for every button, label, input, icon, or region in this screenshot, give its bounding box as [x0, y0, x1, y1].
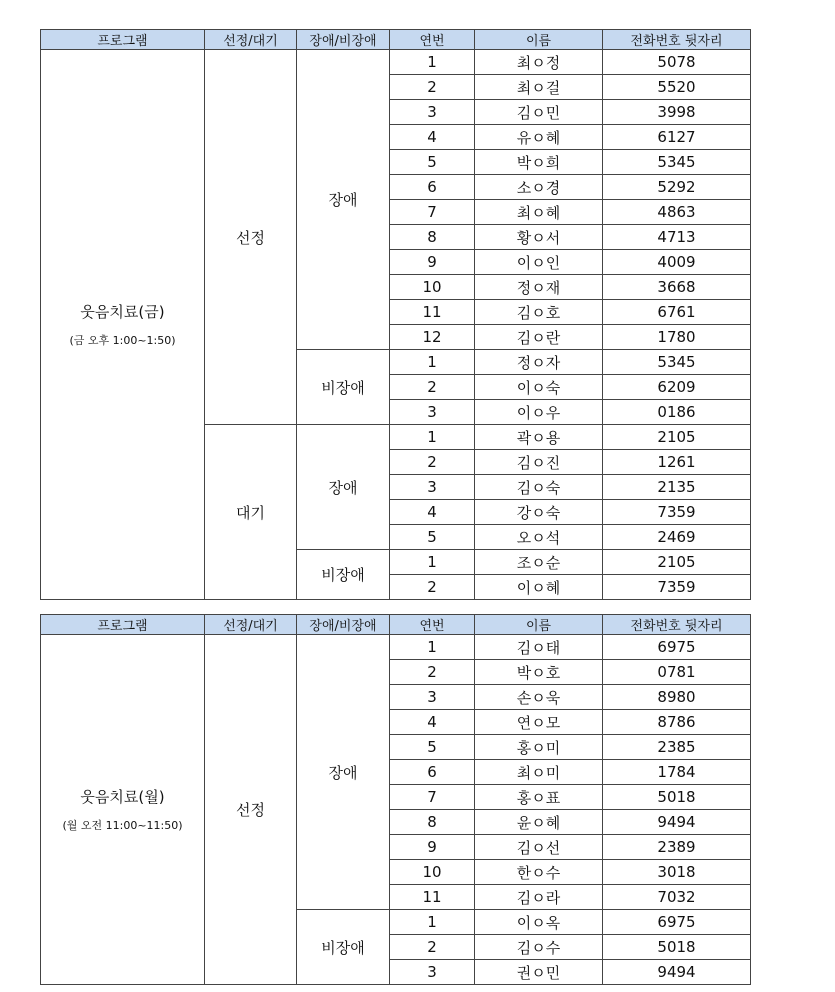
- name-cell: 김ㅇ숙: [475, 475, 603, 500]
- disability-cell: 비장애: [297, 350, 390, 425]
- name-cell: 김ㅇ란: [475, 325, 603, 350]
- number-cell: 10: [390, 275, 475, 300]
- phone-cell: 6127: [603, 125, 751, 150]
- program-time: (월 오전 11:00~11:50): [62, 819, 183, 832]
- table-body: [41, 50, 751, 600]
- phone-cell: 1261: [603, 450, 751, 475]
- phone-cell: 5018: [603, 785, 751, 810]
- name-cell: 최ㅇ미: [475, 760, 603, 785]
- disability-cell: 장애: [297, 635, 390, 910]
- header-name: 이름: [475, 615, 603, 635]
- number-cell: 3: [390, 100, 475, 125]
- number-cell: 1: [390, 425, 475, 450]
- phone-cell: 2105: [603, 550, 751, 575]
- name-cell: 정ㅇ재: [475, 275, 603, 300]
- phone-cell: 0186: [603, 400, 751, 425]
- name-cell: 박ㅇ호: [475, 660, 603, 685]
- phone-cell: 5520: [603, 75, 751, 100]
- number-cell: 9: [390, 250, 475, 275]
- number-cell: 2: [390, 75, 475, 100]
- program-cell: [41, 50, 205, 600]
- number-cell: 2: [390, 575, 475, 600]
- phone-cell: 6209: [603, 375, 751, 400]
- status-cell: 선정: [205, 635, 297, 985]
- name-cell: 정ㅇ자: [475, 350, 603, 375]
- phone-cell: 5345: [603, 150, 751, 175]
- phone-cell: 5078: [603, 50, 751, 75]
- name-cell: 소ㅇ경: [475, 175, 603, 200]
- status-cell: 대기: [205, 425, 297, 600]
- number-cell: 1: [390, 910, 475, 935]
- phone-cell: 7359: [603, 575, 751, 600]
- number-cell: 1: [390, 635, 475, 660]
- number-cell: 2: [390, 450, 475, 475]
- number-cell: 5: [390, 150, 475, 175]
- number-cell: 1: [390, 50, 475, 75]
- name-cell: 홍ㅇ표: [475, 785, 603, 810]
- number-cell: 1: [390, 350, 475, 375]
- name-cell: 이ㅇ우: [475, 400, 603, 425]
- table-header: [41, 30, 751, 50]
- number-cell: 1: [390, 550, 475, 575]
- number-cell: 4: [390, 500, 475, 525]
- phone-cell: 5345: [603, 350, 751, 375]
- number-cell: 2: [390, 935, 475, 960]
- number-cell: 3: [390, 960, 475, 985]
- name-cell: 김ㅇ태: [475, 635, 603, 660]
- name-cell: 조ㅇ순: [475, 550, 603, 575]
- phone-cell: 0781: [603, 660, 751, 685]
- name-cell: 윤ㅇ혜: [475, 810, 603, 835]
- phone-cell: 6761: [603, 300, 751, 325]
- phone-cell: 7032: [603, 885, 751, 910]
- number-cell: 11: [390, 300, 475, 325]
- phone-cell: 1784: [603, 760, 751, 785]
- phone-cell: 8980: [603, 685, 751, 710]
- number-cell: 3: [390, 400, 475, 425]
- number-cell: 7: [390, 200, 475, 225]
- name-cell: 한ㅇ수: [475, 860, 603, 885]
- phone-cell: 8786: [603, 710, 751, 735]
- number-cell: 2: [390, 375, 475, 400]
- number-cell: 8: [390, 810, 475, 835]
- disability-cell: 비장애: [297, 550, 390, 600]
- header-number: 연번: [390, 615, 475, 635]
- name-cell: 유ㅇ혜: [475, 125, 603, 150]
- number-cell: 5: [390, 525, 475, 550]
- name-cell: 연ㅇ모: [475, 710, 603, 735]
- phone-cell: 9494: [603, 960, 751, 985]
- disability-cell: 비장애: [297, 910, 390, 985]
- program-title: 웃음치료(월): [80, 788, 165, 806]
- phone-cell: 3018: [603, 860, 751, 885]
- program-cell: [41, 635, 205, 985]
- name-cell: 김ㅇ진: [475, 450, 603, 475]
- name-cell: 이ㅇ인: [475, 250, 603, 275]
- header-program: 프로그램: [41, 30, 205, 50]
- name-cell: 이ㅇ옥: [475, 910, 603, 935]
- name-cell: 김ㅇ호: [475, 300, 603, 325]
- phone-cell: 4009: [603, 250, 751, 275]
- phone-cell: 6975: [603, 635, 751, 660]
- phone-cell: 7359: [603, 500, 751, 525]
- number-cell: 3: [390, 475, 475, 500]
- schedule-table-monday: [40, 614, 751, 985]
- name-cell: 김ㅇ민: [475, 100, 603, 125]
- table-row: [41, 635, 751, 660]
- name-cell: 최ㅇ혜: [475, 200, 603, 225]
- phone-cell: 2469: [603, 525, 751, 550]
- header-phone: 전화번호 뒷자리: [603, 30, 751, 50]
- phone-cell: 1780: [603, 325, 751, 350]
- name-cell: 권ㅇ민: [475, 960, 603, 985]
- name-cell: 황ㅇ서: [475, 225, 603, 250]
- number-cell: 9: [390, 835, 475, 860]
- disability-cell: 장애: [297, 50, 390, 350]
- number-cell: 4: [390, 125, 475, 150]
- name-cell: 최ㅇ정: [475, 50, 603, 75]
- phone-cell: 9494: [603, 810, 751, 835]
- phone-cell: 2385: [603, 735, 751, 760]
- table-body: [41, 635, 751, 985]
- header-name: 이름: [475, 30, 603, 50]
- phone-cell: 5292: [603, 175, 751, 200]
- name-cell: 김ㅇ라: [475, 885, 603, 910]
- name-cell: 이ㅇ혜: [475, 575, 603, 600]
- phone-cell: 2135: [603, 475, 751, 500]
- phone-cell: 3668: [603, 275, 751, 300]
- number-cell: 6: [390, 175, 475, 200]
- header-phone: 전화번호 뒷자리: [603, 615, 751, 635]
- header-disability: 장애/비장애: [297, 30, 390, 50]
- header-status: 선정/대기: [205, 30, 297, 50]
- number-cell: 12: [390, 325, 475, 350]
- number-cell: 2: [390, 660, 475, 685]
- table-row: [41, 50, 751, 75]
- program-time: (금 오후 1:00~1:50): [69, 334, 176, 347]
- number-cell: 5: [390, 735, 475, 760]
- number-cell: 3: [390, 685, 475, 710]
- name-cell: 손ㅇ욱: [475, 685, 603, 710]
- phone-cell: 4713: [603, 225, 751, 250]
- number-cell: 7: [390, 785, 475, 810]
- phone-cell: 4863: [603, 200, 751, 225]
- phone-cell: 3998: [603, 100, 751, 125]
- phone-cell: 2389: [603, 835, 751, 860]
- header-program: 프로그램: [41, 615, 205, 635]
- header-number: 연번: [390, 30, 475, 50]
- table-header: [41, 615, 751, 635]
- name-cell: 김ㅇ수: [475, 935, 603, 960]
- disability-cell: 장애: [297, 425, 390, 550]
- phone-cell: 6975: [603, 910, 751, 935]
- name-cell: 최ㅇ걸: [475, 75, 603, 100]
- name-cell: 김ㅇ선: [475, 835, 603, 860]
- number-cell: 8: [390, 225, 475, 250]
- status-cell: 선정: [205, 50, 297, 425]
- phone-cell: 2105: [603, 425, 751, 450]
- number-cell: 11: [390, 885, 475, 910]
- name-cell: 박ㅇ희: [475, 150, 603, 175]
- number-cell: 4: [390, 710, 475, 735]
- name-cell: 홍ㅇ미: [475, 735, 603, 760]
- schedule-table-friday: [40, 29, 751, 600]
- number-cell: 6: [390, 760, 475, 785]
- header-status: 선정/대기: [205, 615, 297, 635]
- program-title: 웃음치료(금): [80, 303, 165, 321]
- number-cell: 10: [390, 860, 475, 885]
- name-cell: 오ㅇ석: [475, 525, 603, 550]
- name-cell: 강ㅇ숙: [475, 500, 603, 525]
- name-cell: 곽ㅇ용: [475, 425, 603, 450]
- phone-cell: 5018: [603, 935, 751, 960]
- header-disability: 장애/비장애: [297, 615, 390, 635]
- name-cell: 이ㅇ숙: [475, 375, 603, 400]
